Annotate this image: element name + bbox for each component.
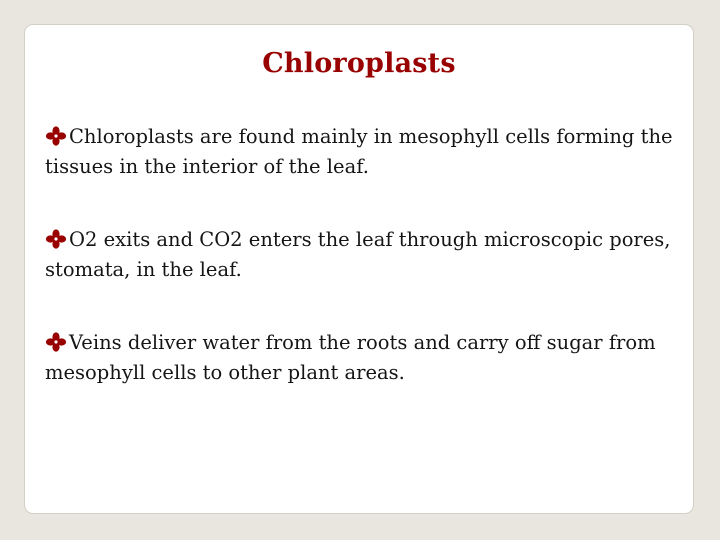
- bullet-text: Veins deliver water from the roots and carry off sugar from mesophyll cells to other plant areas.: [45, 331, 656, 384]
- bullet-item: [45, 122, 685, 182]
- bullet-list: [45, 122, 685, 431]
- bullet-item: [45, 225, 685, 285]
- slide-canvas: [24, 24, 694, 514]
- diamond-bullet-icon: [45, 126, 67, 146]
- bullet-item: [45, 328, 685, 388]
- bullet-text: Chloroplasts are found mainly in mesophyll cells forming the tissues in the interior of the leaf.: [45, 125, 673, 178]
- bullet-text: O2 exits and CO2 enters the leaf through microscopic pores, stomata, in the leaf.: [45, 228, 671, 281]
- diamond-bullet-icon: [45, 229, 67, 249]
- slide-title: Chloroplasts: [262, 48, 456, 79]
- diamond-bullet-icon: [45, 332, 67, 352]
